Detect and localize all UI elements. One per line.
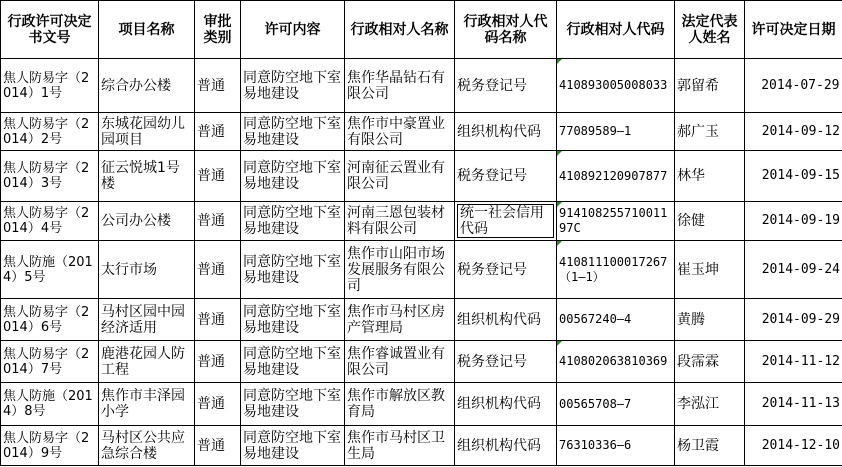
header-category[interactable]: 审批类别 xyxy=(195,1,241,59)
code-cell[interactable]: 00565708—7 xyxy=(557,383,675,426)
rep-cell[interactable]: 崔玉坤 xyxy=(675,241,745,299)
content-cell[interactable]: 同意防空地下室易地建设 xyxy=(241,151,345,202)
party-cell[interactable]: 焦作睿诚置业有限公司 xyxy=(345,341,455,383)
category-cell[interactable]: 普通 xyxy=(195,241,241,299)
doc-no-cell[interactable]: 焦人防易字（2014）2号 xyxy=(1,113,99,151)
project-cell[interactable]: 东城花园幼儿园项目 xyxy=(99,113,195,151)
project-cell[interactable]: 综合办公楼 xyxy=(99,59,195,113)
content-cell[interactable]: 同意防空地下室易地建设 xyxy=(241,426,345,466)
code-name-cell[interactable]: 组织机构代码 xyxy=(455,113,557,151)
rep-cell[interactable]: 李泓江 xyxy=(675,383,745,426)
date-cell[interactable]: 2014-09-15 xyxy=(745,151,842,202)
code-cell[interactable]: 76310336—6 xyxy=(557,426,675,466)
code-cell[interactable]: 91410825571001197C xyxy=(557,202,675,241)
rep-cell[interactable]: 黄腾 xyxy=(675,299,745,341)
code-name-cell[interactable] xyxy=(455,202,557,241)
category-cell[interactable]: 普通 xyxy=(195,113,241,151)
party-cell[interactable]: 焦作市解放区教育局 xyxy=(345,383,455,426)
category-cell[interactable]: 普通 xyxy=(195,383,241,426)
table-row xyxy=(1,202,842,241)
category-cell[interactable]: 普通 xyxy=(195,151,241,202)
rep-cell[interactable]: 郭留希 xyxy=(675,59,745,113)
rep-cell[interactable]: 徐健 xyxy=(675,202,745,241)
party-cell[interactable]: 焦作市山阳市场发展服务有限公司 xyxy=(345,241,455,299)
project-cell[interactable]: 征云悦城1号楼 xyxy=(99,151,195,202)
code-cell[interactable]: 410892120907877 xyxy=(557,151,675,202)
code-cell[interactable]: 410811100017267（1—1） xyxy=(557,241,675,299)
rep-cell[interactable]: 郝广玉 xyxy=(675,113,745,151)
code-name-cell[interactable]: 税务登记号 xyxy=(455,241,557,299)
code-name-cell[interactable]: 税务登记号 xyxy=(455,59,557,113)
table-row xyxy=(1,341,842,383)
party-cell[interactable]: 焦作市马村区卫生局 xyxy=(345,426,455,466)
rep-cell[interactable]: 林华 xyxy=(675,151,745,202)
table-row xyxy=(1,299,842,341)
project-cell[interactable]: 焦作市丰泽园小学 xyxy=(99,383,195,426)
doc-no-cell[interactable]: 焦人防易字（2014）4号 xyxy=(1,202,99,241)
category-cell[interactable]: 普通 xyxy=(195,426,241,466)
rep-cell[interactable]: 段霈霖 xyxy=(675,341,745,383)
header-code[interactable]: 行政相对人代码 xyxy=(557,1,675,59)
project-cell[interactable]: 鹿港花园人防工程 xyxy=(99,341,195,383)
date-cell[interactable]: 2014-11-13 xyxy=(745,383,842,426)
code-name-cell[interactable]: 组织机构代码 xyxy=(455,299,557,341)
table-row xyxy=(1,59,842,113)
header-code-name[interactable]: 行政相对人代码名称 xyxy=(455,1,557,59)
date-cell[interactable]: 2014-09-29 xyxy=(745,299,842,341)
table-row xyxy=(1,151,842,202)
date-cell[interactable]: 2014-09-12 xyxy=(745,113,842,151)
party-cell[interactable]: 河南三恩包装材料有限公司 xyxy=(345,202,455,241)
date-cell[interactable]: 2014-11-12 xyxy=(745,341,842,383)
code-name-cell[interactable]: 税务登记号 xyxy=(455,341,557,383)
project-cell[interactable]: 太行市场 xyxy=(99,241,195,299)
doc-no-cell[interactable]: 焦人防易字（2014）9号 xyxy=(1,426,99,466)
doc-no-cell[interactable]: 焦人防易字（2014）6号 xyxy=(1,299,99,341)
project-cell[interactable]: 公司办公楼 xyxy=(99,202,195,241)
date-cell[interactable]: 2014-09-24 xyxy=(745,241,842,299)
header-party[interactable]: 行政相对人名称 xyxy=(345,1,455,59)
code-name-cell[interactable]: 税务登记号 xyxy=(455,151,557,202)
party-cell[interactable]: 河南征云置业有限公司 xyxy=(345,151,455,202)
header-date[interactable]: 许可决定日期 xyxy=(745,1,842,59)
category-cell[interactable]: 普通 xyxy=(195,202,241,241)
content-cell[interactable]: 同意防空地下室易地建设 xyxy=(241,341,345,383)
rep-cell[interactable]: 杨卫霞 xyxy=(675,426,745,466)
doc-no-cell[interactable]: 焦人防施（2014）8号 xyxy=(1,383,99,426)
project-cell[interactable]: 马村区园中园经济适用 xyxy=(99,299,195,341)
header-content[interactable]: 许可内容 xyxy=(241,1,345,59)
content-cell[interactable]: 同意防空地下室易地建设 xyxy=(241,202,345,241)
table-row xyxy=(1,383,842,426)
code-name-cell[interactable]: 组织机构代码 xyxy=(455,383,557,426)
table-row xyxy=(1,426,842,466)
code-cell[interactable]: 00567240—4 xyxy=(557,299,675,341)
code-name-cell[interactable]: 组织机构代码 xyxy=(455,426,557,466)
content-cell[interactable]: 同意防空地下室易地建设 xyxy=(241,113,345,151)
header-doc-no[interactable]: 行政许可决定书文号 xyxy=(1,1,99,59)
table-row xyxy=(1,241,842,299)
doc-no-cell[interactable]: 焦人防易字（2014）7号 xyxy=(1,341,99,383)
content-cell[interactable]: 同意防空地下室易地建设 xyxy=(241,383,345,426)
content-cell[interactable]: 同意防空地下室易地建设 xyxy=(241,299,345,341)
code-cell[interactable]: 77089589—1 xyxy=(557,113,675,151)
header-row xyxy=(1,1,842,59)
category-cell[interactable]: 普通 xyxy=(195,299,241,341)
doc-no-cell[interactable]: 焦人防易字（2014）1号 xyxy=(1,59,99,113)
project-cell[interactable]: 马村区公共应急综合楼 xyxy=(99,426,195,466)
doc-no-cell[interactable]: 焦人防施（2014）5号 xyxy=(1,241,99,299)
header-rep[interactable]: 法定代表人姓名 xyxy=(675,1,745,59)
header-project[interactable]: 项目名称 xyxy=(99,1,195,59)
content-cell[interactable]: 同意防空地下室易地建设 xyxy=(241,59,345,113)
code-name-text: 统一社会信用代码 xyxy=(457,204,554,238)
party-cell[interactable]: 焦作市马村区房产管理局 xyxy=(345,299,455,341)
date-cell[interactable]: 2014-09-19 xyxy=(745,202,842,241)
table-row xyxy=(1,113,842,151)
party-cell[interactable]: 焦作华晶钻石有限公司 xyxy=(345,59,455,113)
category-cell[interactable]: 普通 xyxy=(195,59,241,113)
code-cell[interactable]: 410893005008033 xyxy=(557,59,675,113)
date-cell[interactable]: 2014-07-29 xyxy=(745,59,842,113)
category-cell[interactable]: 普通 xyxy=(195,341,241,383)
date-cell[interactable]: 2014-12-10 xyxy=(745,426,842,466)
content-cell[interactable]: 同意防空地下室易地建设 xyxy=(241,241,345,299)
code-cell[interactable]: 410802063810369 xyxy=(557,341,675,383)
doc-no-cell[interactable]: 焦人防易字（2014）3号 xyxy=(1,151,99,202)
party-cell[interactable]: 焦作市中豪置业有限公司 xyxy=(345,113,455,151)
